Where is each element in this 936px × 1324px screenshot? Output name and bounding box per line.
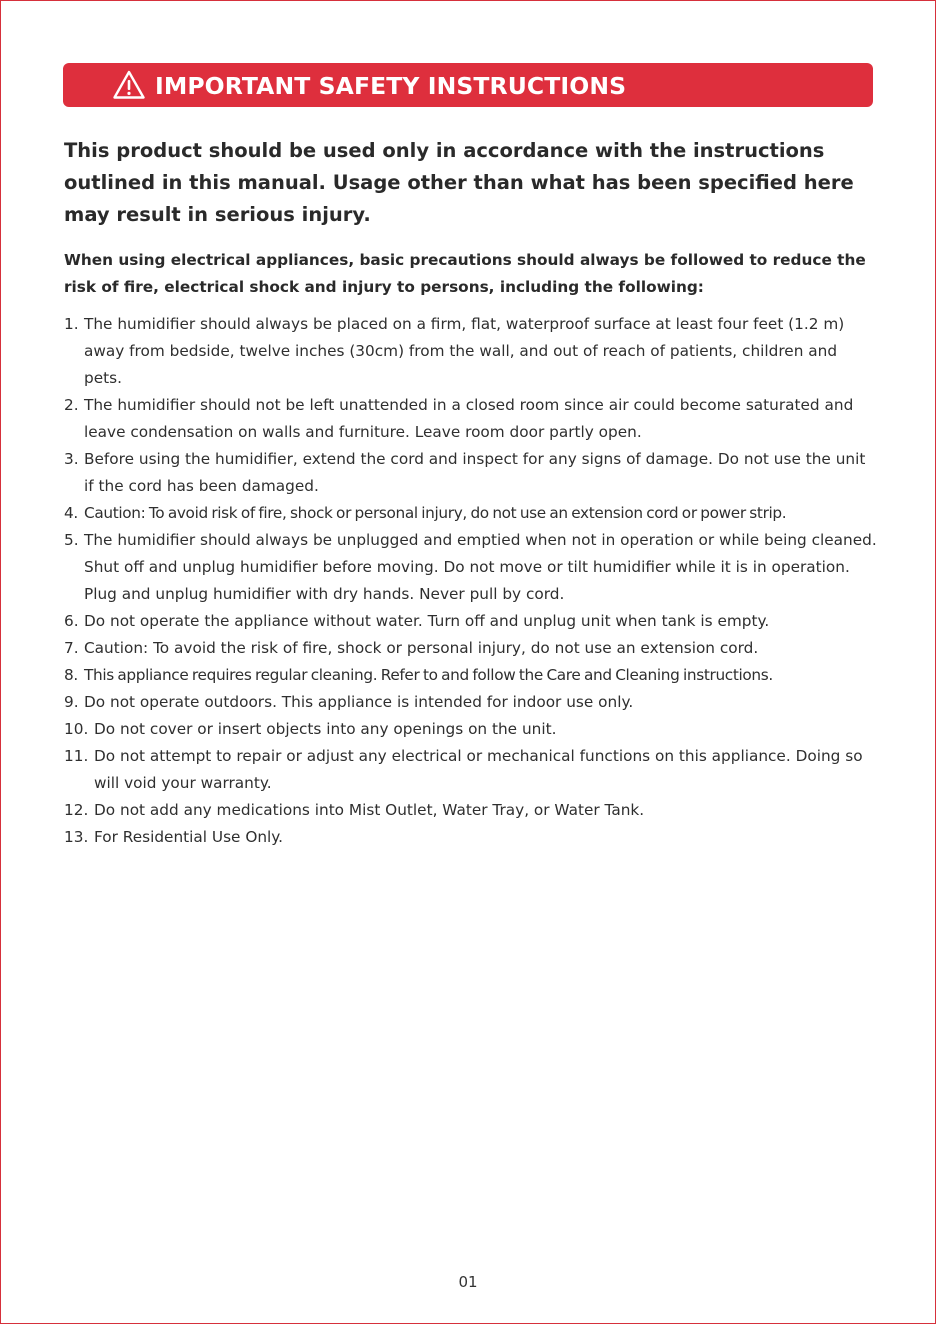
item-number: 6. (64, 612, 79, 630)
item-number: 4. (64, 504, 78, 522)
list-item (64, 689, 879, 716)
item-text: The humidifier should always be placed on a firm, flat, waterproof surface at least four feet (1.2 m) away from bedside, twelve inches (30cm) from the wall, and out of reach of patients, children and pets. (84, 315, 845, 387)
item-text: Caution: To avoid the risk of fire, shock or personal injury, do not use an extension cord. (84, 639, 759, 657)
page-number: 01 (458, 1273, 478, 1291)
item-number: 11. (64, 747, 89, 765)
list-item (64, 635, 879, 662)
lead-paragraph: This product should be used only in accordance with the instructions outlined in this manual. Usage other than what has been specified here may result in serious injury. (64, 139, 854, 226)
warning-triangle-icon (113, 70, 145, 100)
item-text: The humidifier should not be left unattended in a closed room since air could become saturated and leave condensation on walls and furniture. Leave room door partly open. (84, 396, 854, 441)
list-item (64, 446, 879, 500)
item-number: 9. (64, 693, 79, 711)
list-item (64, 797, 879, 824)
list-item (64, 392, 879, 446)
safety-banner (63, 63, 873, 107)
item-text: For Residential Use Only. (94, 828, 284, 846)
item-number: 12. (64, 801, 89, 819)
item-number: 13. (64, 828, 89, 846)
list-item (64, 527, 879, 608)
item-text: Do not operate outdoors. This appliance is intended for indoor use only. (84, 693, 634, 711)
list-item (64, 500, 879, 527)
list-item (64, 311, 879, 392)
precaution-paragraph: When using electrical appliances, basic precautions should always be followed to reduce the risk of fire, electrical shock and injury to persons, including the following: (64, 251, 866, 296)
item-text: Do not attempt to repair or adjust any electrical or mechanical functions on this appliance. Doing so will void your warranty. (94, 747, 863, 792)
list-item (64, 716, 879, 743)
item-text: This appliance requires regular cleaning. Refer to and follow the Care and Cleaning instructions. (84, 666, 773, 684)
list-item (64, 743, 879, 797)
banner-title: IMPORTANT SAFETY INSTRUCTIONS (155, 72, 627, 100)
instruction-list (64, 311, 879, 851)
item-text: Do not operate the appliance without water. Turn off and unplug unit when tank is empty. (84, 612, 770, 630)
item-number: 7. (64, 639, 79, 657)
item-text: Do not cover or insert objects into any openings on the unit. (94, 720, 557, 738)
item-text: The humidifier should always be unplugged and emptied when not in operation or while being cleaned. Shut off and unplug humidifier before moving. Do not move or tilt humidifier while it is in operation. Plug and unplug humidifier with dry hands. Never pull by cord. (84, 531, 877, 603)
item-number: 1. (64, 315, 79, 333)
list-item (64, 824, 879, 851)
item-text: Do not add any medications into Mist Outlet, Water Tray, or Water Tank. (94, 801, 645, 819)
list-item (64, 662, 879, 689)
item-number: 2. (64, 396, 79, 414)
item-text: Caution: To avoid risk of fire, shock or personal injury, do not use an extension cord or power strip. (84, 504, 787, 522)
item-text: Before using the humidifier, extend the cord and inspect for any signs of damage. Do not use the unit if the cord has been damaged. (84, 450, 866, 495)
item-number: 10. (64, 720, 89, 738)
item-number: 8. (64, 666, 78, 684)
item-number: 3. (64, 450, 79, 468)
list-item (64, 608, 879, 635)
item-number: 5. (64, 531, 79, 549)
